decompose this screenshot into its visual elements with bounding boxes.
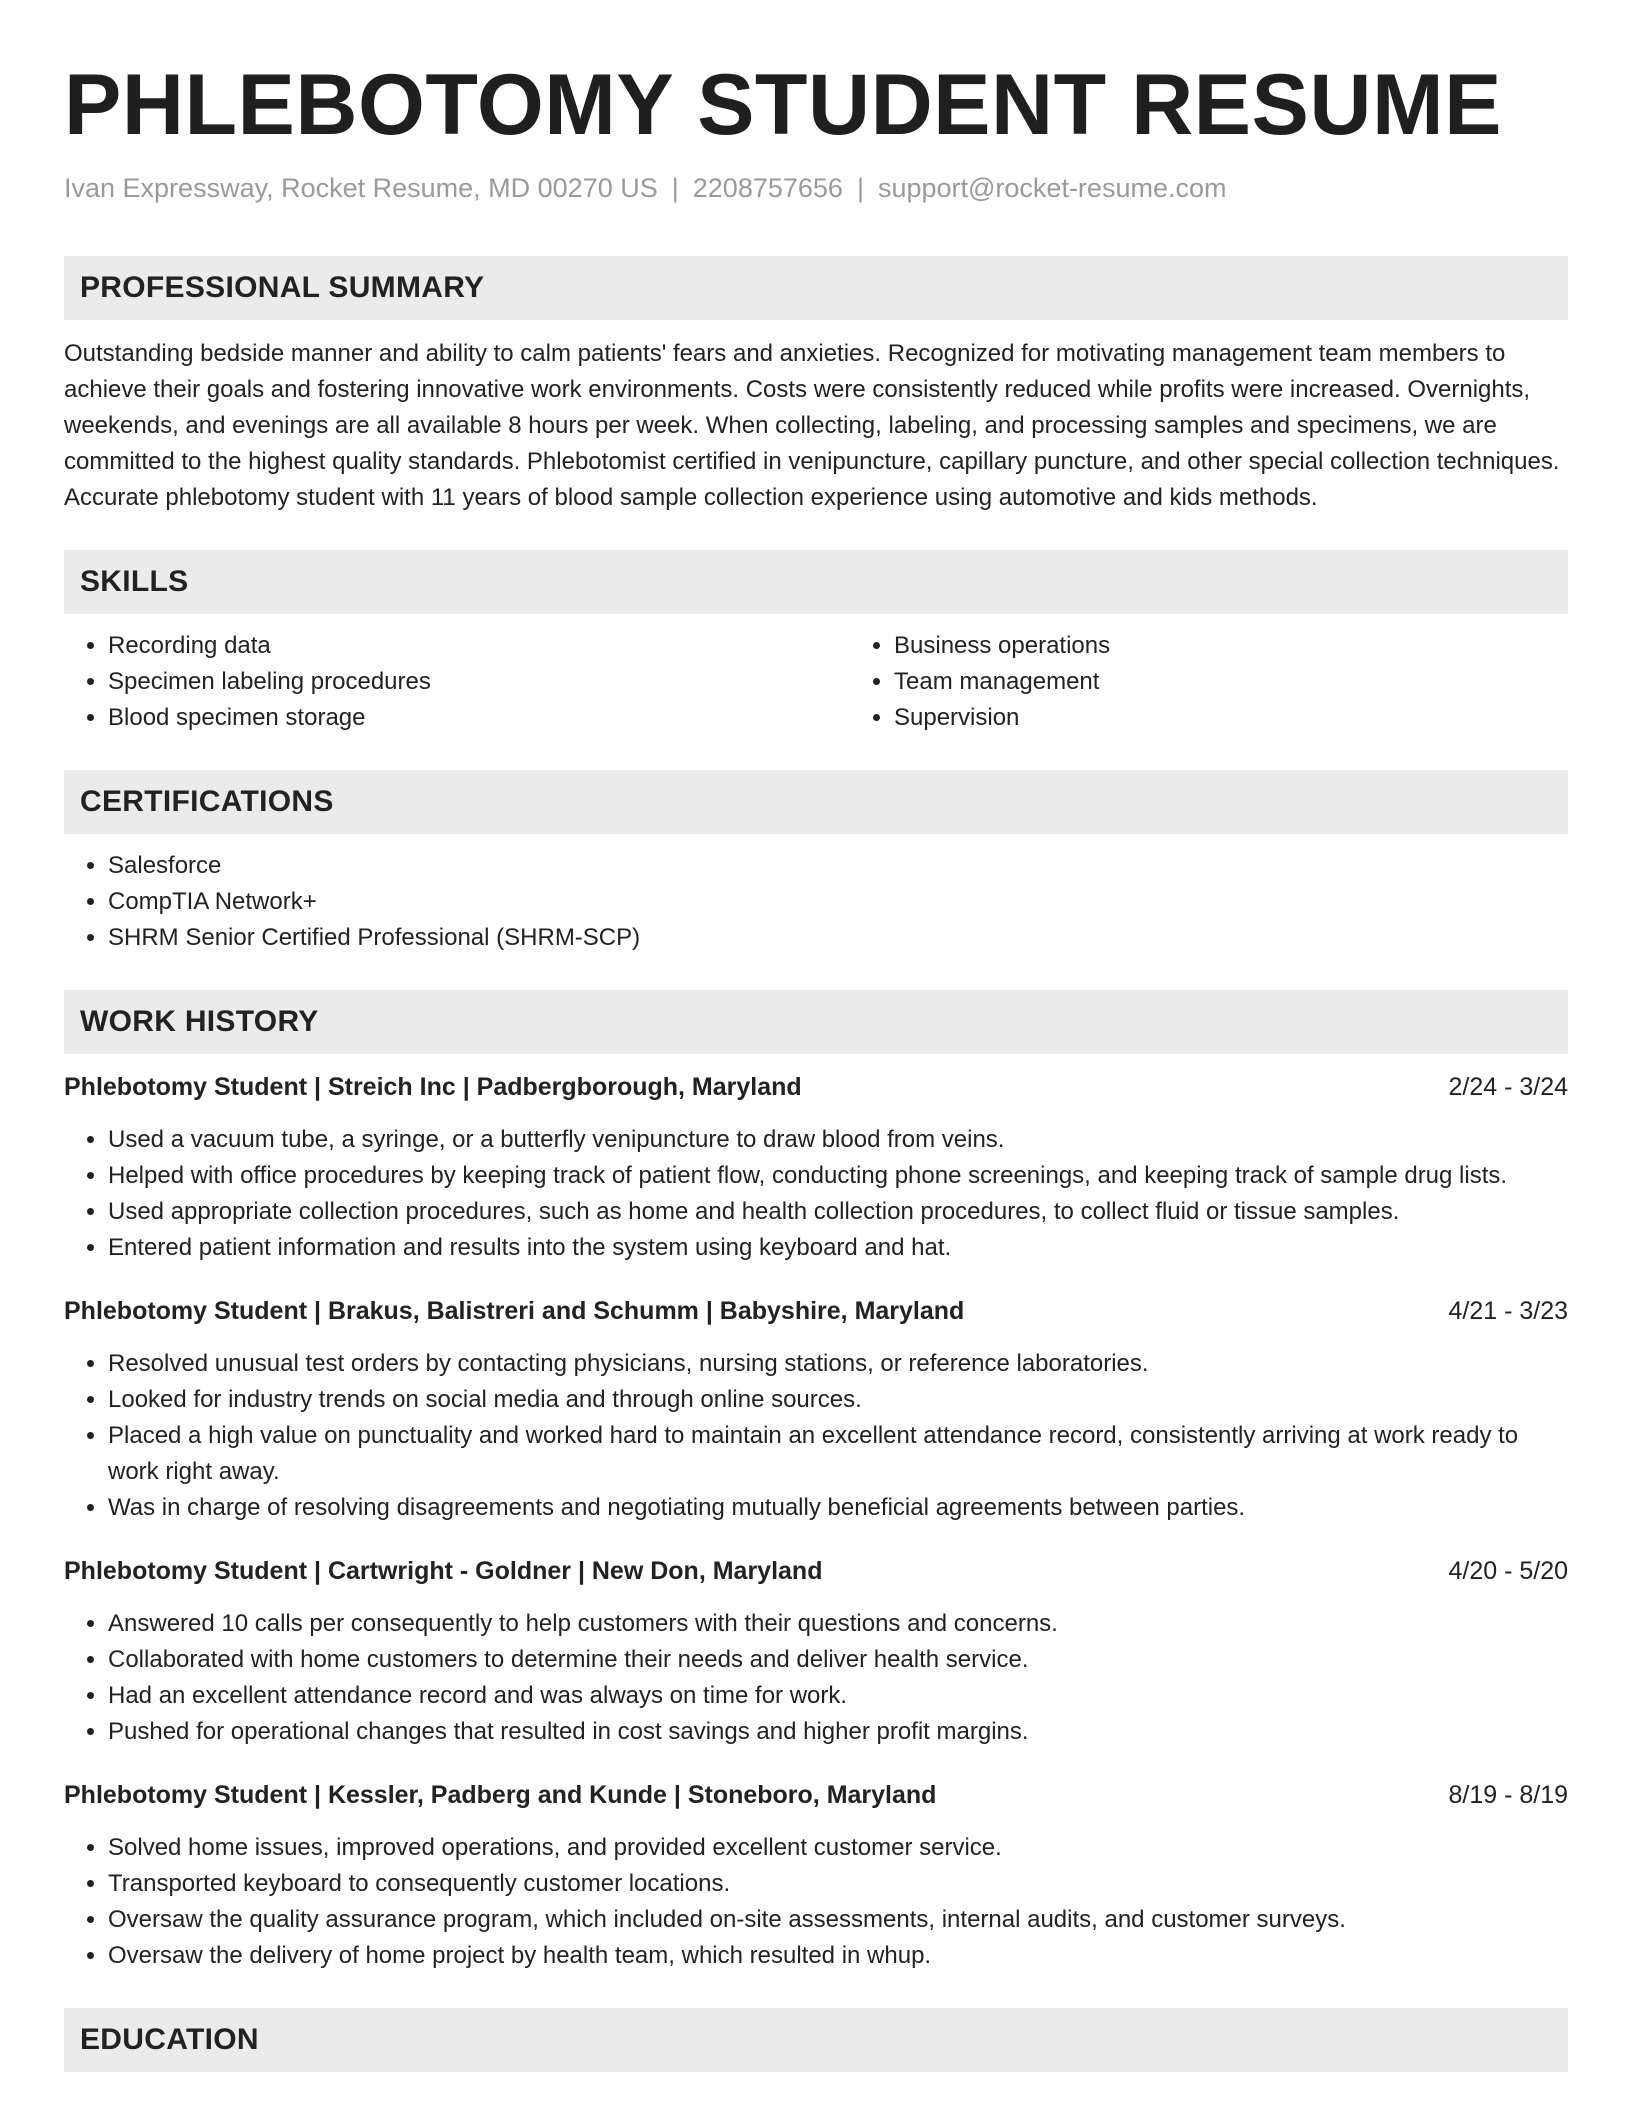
job-bullet: • Used a vacuum tube, a syringe, or a butterfly venipuncture to draw blood from veins. [108, 1122, 1568, 1158]
job-bullet: • Was in charge of resolving disagreements and negotiating mutually beneficial agreements between parties. [108, 1490, 1568, 1526]
job-bullet: • Had an excellent attendance record and was always on time for work. [108, 1678, 1568, 1714]
job-bullet: • Oversaw the quality assurance program, which included on-site assessments, internal audits, and customer surveys. [108, 1902, 1568, 1938]
resume-title: PHLEBOTOMY STUDENT RESUME [64, 57, 1503, 153]
skill-item: • Supervision [894, 700, 1632, 736]
job-header [64, 1070, 1568, 1104]
contact-separator: | [671, 173, 679, 203]
job-entry [64, 1778, 1568, 1974]
contact-address: Ivan Expressway, Rocket Resume, MD 00270 US [64, 173, 658, 203]
job-bullet: • Oversaw the delivery of home project by health team, which resulted in whup. [108, 1938, 1568, 1974]
job-header [64, 1778, 1568, 1812]
job-entry [64, 1070, 1568, 1266]
job-bullet: • Used appropriate collection procedures, such as home and health collection procedures, to collect fluid or tissue samples. [108, 1194, 1568, 1230]
job-title: Phlebotomy Student | Kessler, Padberg and Kunde | Stoneboro, Maryland [64, 1781, 937, 1809]
certifications-list [64, 848, 1568, 956]
job-bullet: • Solved home issues, improved operations, and provided excellent customer service. [108, 1830, 1568, 1866]
skill-item: • Blood specimen storage [108, 700, 850, 736]
contact-phone: 2208757656 [692, 173, 843, 203]
job-bullet: • Transported keyboard to consequently customer locations. [108, 1866, 1568, 1902]
skill-item: • Recording data [108, 628, 850, 664]
section-heading-education: EDUCATION [64, 2008, 1568, 2072]
job-header [64, 1294, 1568, 1328]
job-title: Phlebotomy Student | Streich Inc | Padbergborough, Maryland [64, 1073, 802, 1101]
job-bullet: • Looked for industry trends on social media and through online sources. [108, 1382, 1568, 1418]
skills-list-left [64, 628, 850, 736]
job-dates: 4/21 - 3/23 [1448, 1297, 1568, 1325]
job-bullet: • Pushed for operational changes that resulted in cost savings and higher profit margins. [108, 1714, 1568, 1750]
skill-item: • Specimen labeling procedures [108, 664, 850, 700]
job-bullet: • Resolved unusual test orders by contacting physicians, nursing stations, or reference laboratories. [108, 1346, 1568, 1382]
job-bullet: • Answered 10 calls per consequently to help customers with their questions and concerns. [108, 1606, 1568, 1642]
job-entry [64, 1294, 1568, 1526]
job-title: Phlebotomy Student | Brakus, Balistreri and Schumm | Babyshire, Maryland [64, 1297, 965, 1325]
job-dates: 2/24 - 3/24 [1448, 1073, 1568, 1101]
section-heading-summary: PROFESSIONAL SUMMARY [64, 256, 1568, 320]
job-title: Phlebotomy Student | Cartwright - Goldner | New Don, Maryland [64, 1557, 823, 1585]
summary-text: Outstanding bedside manner and ability to calm patients' fears and anxieties. Recognized for motivating management team members to achieve their goals and fostering innovative work environments. Costs were consistently reduced while profits were increased. Overnights, weekends, and evenings are all available 8 hours per week. When collecting, labeling, and processing samples and specimens, we are committed to the highest quality standards. Phlebotomist certified in venipuncture, capillary puncture, and other special collection techniques. Accurate phlebotomy student with 11 years of blood sample collection experience using automotive and kids methods. [64, 340, 1560, 511]
certification-item: • Salesforce [108, 848, 1568, 884]
section-heading-certifications: CERTIFICATIONS [64, 770, 1568, 834]
section-heading-work-history: WORK HISTORY [64, 990, 1568, 1054]
certification-item: • SHRM Senior Certified Professional (SHRM-SCP) [108, 920, 1568, 956]
job-bullet: • Collaborated with home customers to determine their needs and deliver health service. [108, 1642, 1568, 1678]
certification-item: • CompTIA Network+ [108, 884, 1568, 920]
job-bullets [64, 1122, 1568, 1266]
skill-item: • Business operations [894, 628, 1632, 664]
contact-email: support@rocket-resume.com [877, 173, 1227, 203]
job-bullet: • Helped with office procedures by keeping track of patient flow, conducting phone screenings, and keeping track of sample drug lists. [108, 1158, 1568, 1194]
contact-separator: | [856, 173, 864, 203]
job-entry [64, 1554, 1568, 1750]
job-dates: 4/20 - 5/20 [1448, 1557, 1568, 1585]
job-bullets [64, 1830, 1568, 1974]
skills-list-right [850, 628, 1632, 736]
job-dates: 8/19 - 8/19 [1448, 1781, 1568, 1809]
job-bullets [64, 1606, 1568, 1750]
section-heading-skills: SKILLS [64, 550, 1568, 614]
resume-content [64, 0, 1568, 2072]
skill-item: • Team management [894, 664, 1632, 700]
job-header [64, 1554, 1568, 1588]
contact-line [64, 172, 1568, 204]
job-bullet: • Placed a high value on punctuality and worked hard to maintain an excellent attendance record, consistently arriving at work ready to work right away. [108, 1418, 1568, 1490]
skills-grid [64, 628, 1568, 736]
job-bullets [64, 1346, 1568, 1526]
job-bullet: • Entered patient information and results into the system using keyboard and hat. [108, 1230, 1568, 1266]
